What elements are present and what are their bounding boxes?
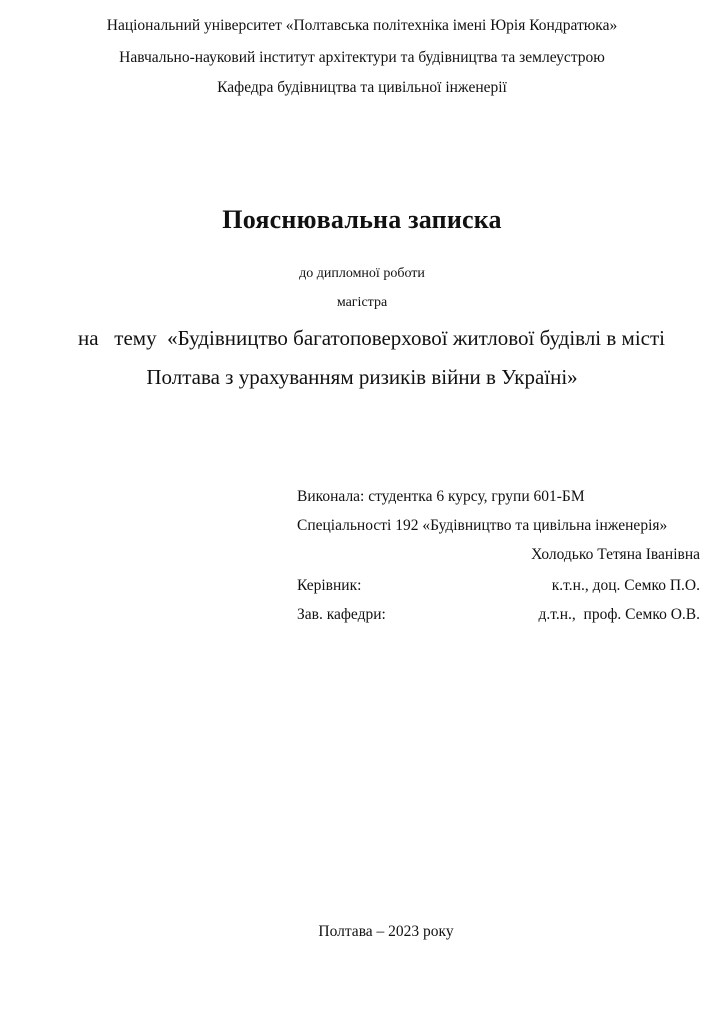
supervisor-label: Керівник:: [297, 577, 362, 594]
document-subtitle: до дипломної роботи: [299, 266, 425, 281]
student-name: Холодько Тетяна Іванівна: [531, 546, 700, 563]
supervisor-value: к.т.н., доц. Семко П.О.: [551, 577, 700, 594]
topic-line-1: на тему «Будівництво багатоповерхової житлової будівлі в місті: [78, 326, 666, 350]
department-name: Кафедра будівництва та цивільної інженерії: [217, 79, 507, 96]
performed-by: Виконала: студентка 6 курсу, групи 601-БМ: [297, 488, 585, 505]
institute-name: Навчально-науковий інститут архітектури та будівництва та землеустрою: [119, 49, 605, 66]
document-title: Пояснювальна записка: [222, 205, 502, 234]
place-year: Полтава – 2023 року: [318, 923, 454, 940]
head-value: д.т.н., проф. Семко О.В.: [538, 606, 700, 623]
university-name: Національний університет «Полтавська політехніка імені Юрія Кондратюка»: [106, 17, 618, 34]
specialty: Спеціальності 192 «Будівництво та цивільна інженерія»: [297, 517, 668, 534]
topic-line-2: Полтава з урахуванням ризиків війни в Україні»: [146, 365, 578, 389]
degree-label: магістра: [336, 295, 388, 310]
head-label: Зав. кафедри:: [297, 606, 386, 623]
